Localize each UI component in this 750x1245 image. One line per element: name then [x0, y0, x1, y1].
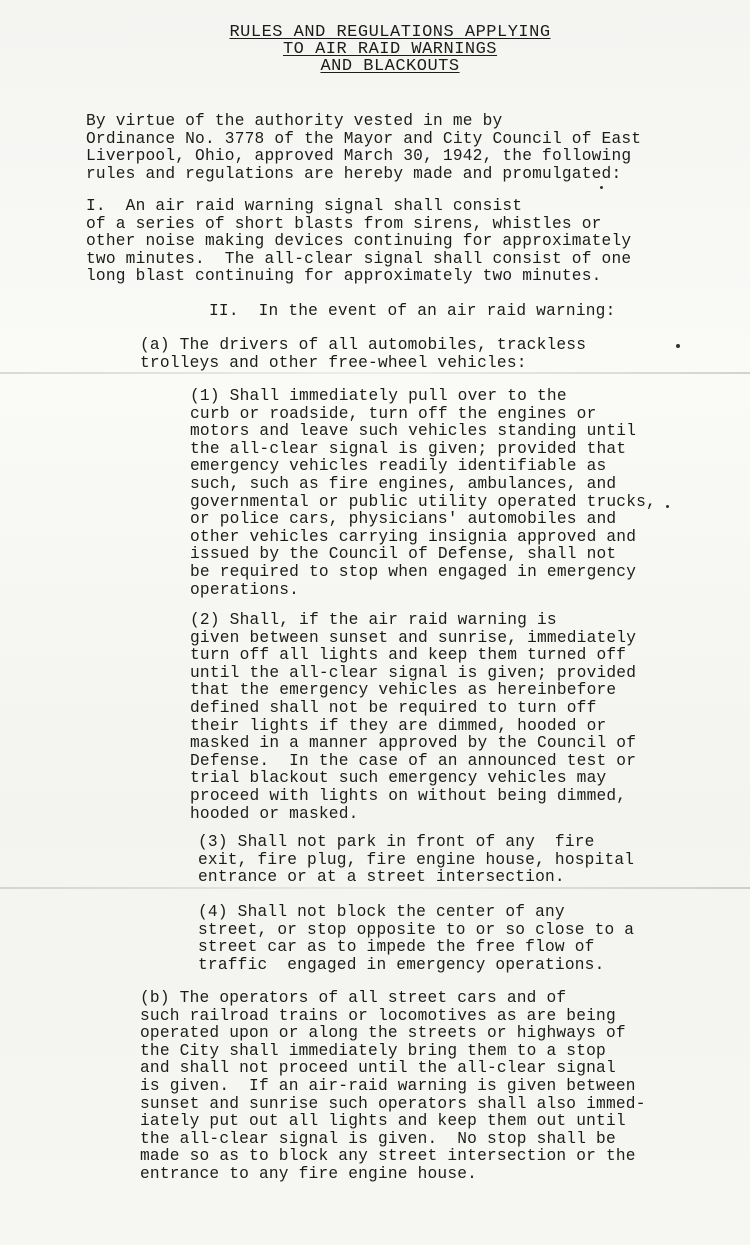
item-a4-paragraph: (4) Shall not block the center of any street, or stop opposite to or so close to a street car as to impede the free flow of traffic engaged in emergency operations.	[198, 903, 635, 974]
ink-speck	[666, 505, 669, 508]
intro-paragraph: By virtue of the authority vested in me by Ordinance No. 3778 of the Mayor and City Council of East Liverpool, Ohio, approved March 30, 1942, the following rules and regulations are hereby made and promulgated:	[86, 112, 642, 183]
title-line-2: TO AIR RAID WARNINGS	[282, 40, 498, 59]
title-line-1: RULES AND REGULATIONS APPLYING	[229, 23, 551, 42]
item-a2-paragraph: (2) Shall, if the air raid warning is given between sunset and sunrise, immediately turn off all lights and keep them turned off until the all-clear signal is given; provided that the emergency vehicles as hereinbefore defined shall not be required to turn off their lights if they are dimmed, hooded or masked in a manner approved by the Council of Defense. In the case of an announced test or trial blackout such emergency vehicles may proceed with lights on without being dimmed, hooded or masked.	[190, 611, 637, 823]
item-a-paragraph: (a) The drivers of all automobiles, trackless trolleys and other free-wheel vehicles:	[140, 336, 587, 372]
paper-fold-line	[0, 887, 750, 889]
section-one-paragraph: I. An air raid warning signal shall consist of a series of short blasts from sirens, whistles or other noise making devices continuing for approximately two minutes. The all-clear signal shall consist of one long blast continuing for approximately two minutes.	[86, 197, 632, 286]
ink-speck	[676, 344, 680, 348]
item-a1-paragraph: (1) Shall immediately pull over to the curb or roadside, turn off the engines or motors and leave such vehicles standing until the all-clear signal is given; provided that emergency vehicles readily identifiable as such, such as fire engines, ambulances, and governmental or public utility operated trucks, or police cars, physicians' automobiles and other vehicles carrying insignia approved and issued by the Council of Defense, shall not be required to stop when engaged in emergency operations.	[190, 387, 656, 599]
item-a3-paragraph: (3) Shall not park in front of any fire exit, fire plug, fire engine house, hospital entrance or at a street intersection.	[198, 833, 635, 887]
item-b-paragraph: (b) The operators of all street cars and of such railroad trains or locomotives as are being operated upon or along the streets or highways of the City shall immediately bring them to a stop and shall not proceed until the all-clear signal is given. If an air-raid warning is given between sunset and sunrise such operators shall also immed- iately put out all lights and keep them out until the all-clear signal is given. No stop shall be made so as to block any street intersection or the entrance to any fire engine house.	[140, 989, 646, 1183]
section-two-heading: II. In the event of an air raid warning:	[209, 302, 616, 320]
title-line-3: AND BLACKOUTS	[320, 57, 460, 76]
paper-fold-line	[0, 372, 750, 374]
document-title	[160, 24, 620, 75]
ink-speck	[600, 186, 603, 189]
